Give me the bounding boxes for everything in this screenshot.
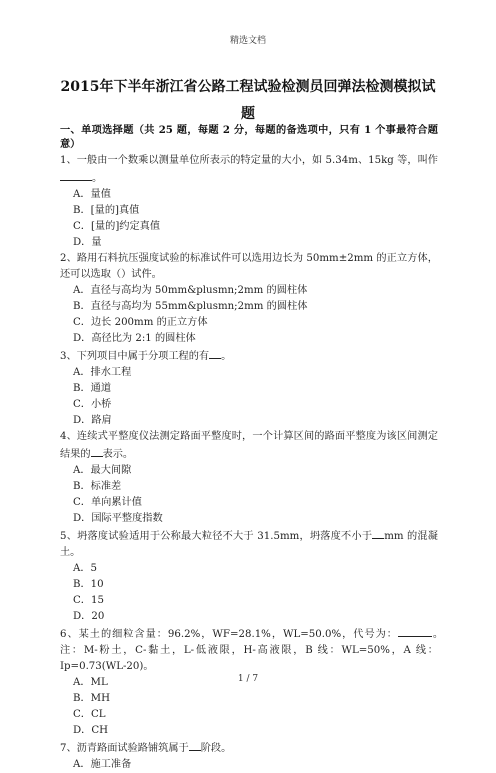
question-text-end: 。 <box>92 173 103 184</box>
option: B．标准差 <box>73 481 122 492</box>
option: D．高径比为 2:1 的圆柱体 <box>73 333 196 344</box>
option: B．10 <box>73 579 104 590</box>
option: B．MH <box>73 693 110 704</box>
question-5 <box>60 527 438 625</box>
option: C．小桥 <box>73 399 112 410</box>
option: D．路肩 <box>73 415 112 426</box>
question-text-end: 阶段。 <box>200 743 232 754</box>
option: B．直径与高均为 55mm&plusmn;2mm 的圆柱体 <box>73 301 308 312</box>
option: C．[量的]约定真值 <box>73 221 161 232</box>
answer-blank <box>189 739 201 751</box>
answer-blank <box>209 347 221 359</box>
question-text: 5、坍落度试验适用于公称最大粒径不大于 31.5mm，坍落度不小于 <box>60 531 373 542</box>
option: A．施工准备 <box>73 759 132 770</box>
question-7 <box>60 739 438 773</box>
section-heading: 一、单项选择题（共 25 题，每题 2 分，每题的备选项中，只有 1 个事最符合题意） <box>60 124 438 150</box>
option: B．[量的]真值 <box>73 205 140 216</box>
question-1 <box>60 153 438 251</box>
document-title: 2015年下半年浙江省公路工程试验检测员回弹法检测模拟试题 <box>60 79 436 122</box>
option: C．边长 200mm 的正立方体 <box>73 317 208 328</box>
question-4 <box>60 429 438 527</box>
option: D．CH <box>73 725 109 736</box>
answer-blank <box>398 625 432 637</box>
page-number: 1 / 7 <box>237 674 259 684</box>
question-text: 3、下列项目中属于分项工程的有 <box>60 351 210 362</box>
option: D．20 <box>73 611 105 622</box>
answer-blank <box>372 527 384 539</box>
question-2 <box>60 251 438 347</box>
page-header: 精选文档 <box>229 36 266 46</box>
option: D．量 <box>73 237 102 248</box>
question-3 <box>60 347 438 429</box>
option: A．ML <box>73 677 108 688</box>
option: A．5 <box>73 563 98 574</box>
question-text-end: 。 注：M-粉土，C-黏土，L-低液限，H-高液限，B 线：WL=50%，A 线：Ip=0.73(WL-20)。 <box>60 629 449 672</box>
option: A．排水工程 <box>73 367 132 378</box>
question-text: 2、路用石料抗压强度试验的标准试件可以选用边长为 50mm±2mm 的正立方体，还可以选取（）试件。 <box>60 253 438 280</box>
option: C．CL <box>73 709 106 720</box>
question-text: 7、沥青路面试验路铺筑属于 <box>60 743 189 754</box>
question-text: 1、一般由一个数乘以测量单位所表示的特定量的大小，如 5.34m、15kg 等，叫作 <box>60 155 438 166</box>
question-text: 4、连续式平整度仪法测定路面平整度时，一个计算区间的路面平整度为该区间测定结果的 <box>60 431 438 460</box>
option: C．15 <box>73 595 104 606</box>
question-text-end: mm 的混凝土。 <box>60 531 438 558</box>
option: A．直径与高均为 50mm&plusmn;2mm 的圆柱体 <box>73 285 308 296</box>
option: A．最大间隙 <box>73 465 132 476</box>
answer-blank <box>91 445 103 457</box>
question-text-end: 。 <box>221 351 232 362</box>
answer-blank <box>60 169 92 181</box>
option: B．通道 <box>73 383 112 394</box>
option: A．量值 <box>73 189 111 200</box>
option: D．国际平整度指数 <box>73 513 163 524</box>
option: C．单向累计值 <box>73 497 142 508</box>
question-text: 6、某土的细粒含量：96.2%，WF=28.1%，WL=50.0%，代号为： <box>60 629 398 640</box>
question-text-end: 表示。 <box>102 449 134 460</box>
